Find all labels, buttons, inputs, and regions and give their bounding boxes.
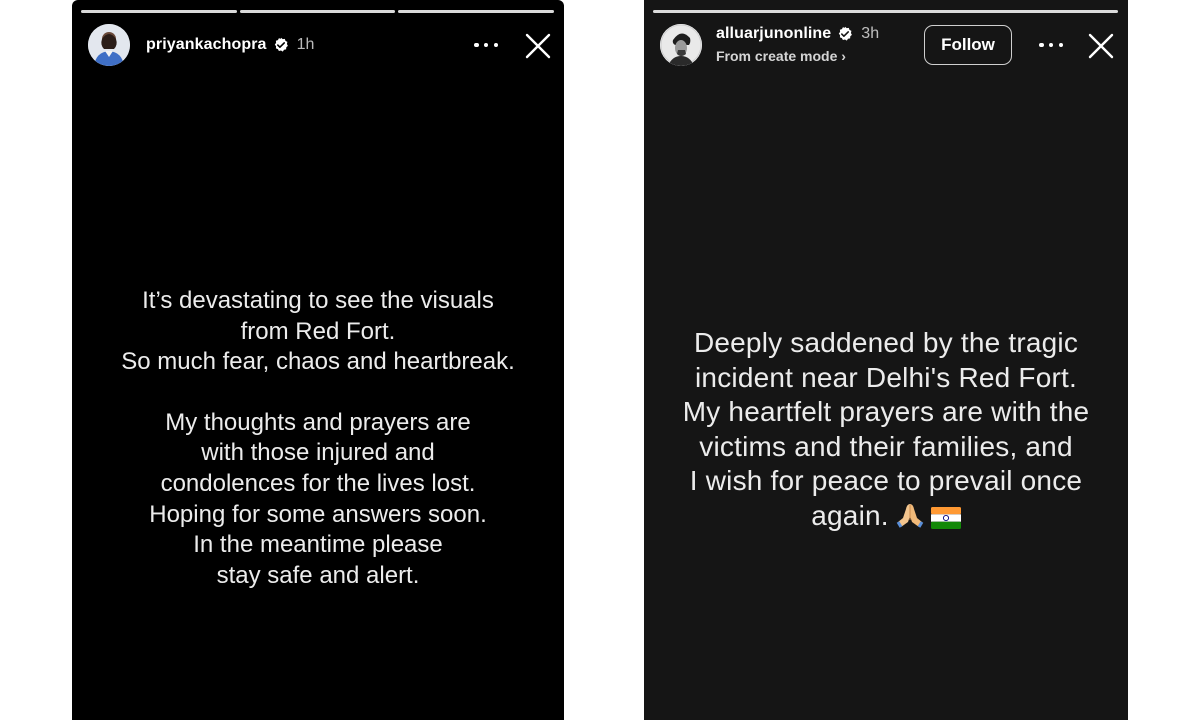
create-mode-link[interactable]: From create mode › bbox=[716, 48, 846, 64]
username[interactable]: alluarjunonline bbox=[716, 25, 832, 42]
story-progress-bar bbox=[81, 10, 554, 13]
story-text bbox=[644, 326, 1128, 533]
follow-button[interactable]: Follow bbox=[924, 25, 1012, 65]
story-text-line: with those injured and bbox=[201, 439, 435, 467]
story-text bbox=[72, 286, 564, 591]
user-line bbox=[146, 36, 314, 54]
avatar[interactable] bbox=[660, 24, 702, 66]
story-text-line: My heartfelt prayers are with the bbox=[682, 396, 1090, 427]
story-text-line: So much fear, chaos and heartbreak. bbox=[121, 348, 515, 376]
more-options-icon[interactable] bbox=[474, 36, 498, 54]
story-text-line: victims and their families, and bbox=[699, 430, 1073, 462]
progress-segment bbox=[240, 10, 396, 13]
avatar[interactable] bbox=[88, 24, 130, 66]
post-time: 1h bbox=[296, 36, 315, 53]
story-text-line: Deeply saddened by the tragic bbox=[693, 327, 1079, 358]
close-icon[interactable] bbox=[1087, 32, 1115, 60]
story-text-line: incident near Delhi's Red Fort. bbox=[695, 361, 1077, 393]
story-priyankachopra[interactable] bbox=[72, 0, 564, 720]
story-text-line: In the meantime please bbox=[193, 531, 443, 559]
paragraph-gap bbox=[72, 378, 564, 408]
progress-segment bbox=[653, 10, 1118, 13]
story-text-line: condolences for the lives lost. bbox=[160, 469, 476, 497]
folded-hands-emoji bbox=[895, 501, 925, 529]
story-text-line: I wish for peace to prevail once bbox=[689, 465, 1083, 496]
story-text-line: from Red Fort. bbox=[240, 317, 396, 345]
india-flag-emoji bbox=[931, 507, 961, 529]
username[interactable]: priyankachopra bbox=[146, 36, 267, 53]
user-line bbox=[716, 25, 879, 43]
more-options-icon[interactable] bbox=[1039, 36, 1063, 54]
story-progress-bar bbox=[653, 10, 1118, 13]
story-text-line: My thoughts and prayers are bbox=[165, 408, 471, 436]
verified-badge-icon bbox=[837, 26, 853, 42]
story-text-line: again. bbox=[811, 499, 889, 531]
story-text-line: Hoping for some answers soon. bbox=[149, 500, 487, 528]
close-icon[interactable] bbox=[524, 32, 552, 60]
story-header bbox=[72, 24, 564, 68]
story-text-line: It’s devastating to see the visuals bbox=[142, 287, 494, 314]
progress-segment bbox=[81, 10, 237, 13]
progress-segment bbox=[398, 10, 554, 13]
story-header bbox=[644, 24, 1128, 68]
story-text-line: stay safe and alert. bbox=[216, 561, 420, 589]
verified-badge-icon bbox=[273, 37, 289, 53]
post-time: 3h bbox=[861, 25, 880, 42]
story-alluarjunonline[interactable] bbox=[644, 0, 1128, 720]
story-text-last-line bbox=[644, 499, 1128, 534]
